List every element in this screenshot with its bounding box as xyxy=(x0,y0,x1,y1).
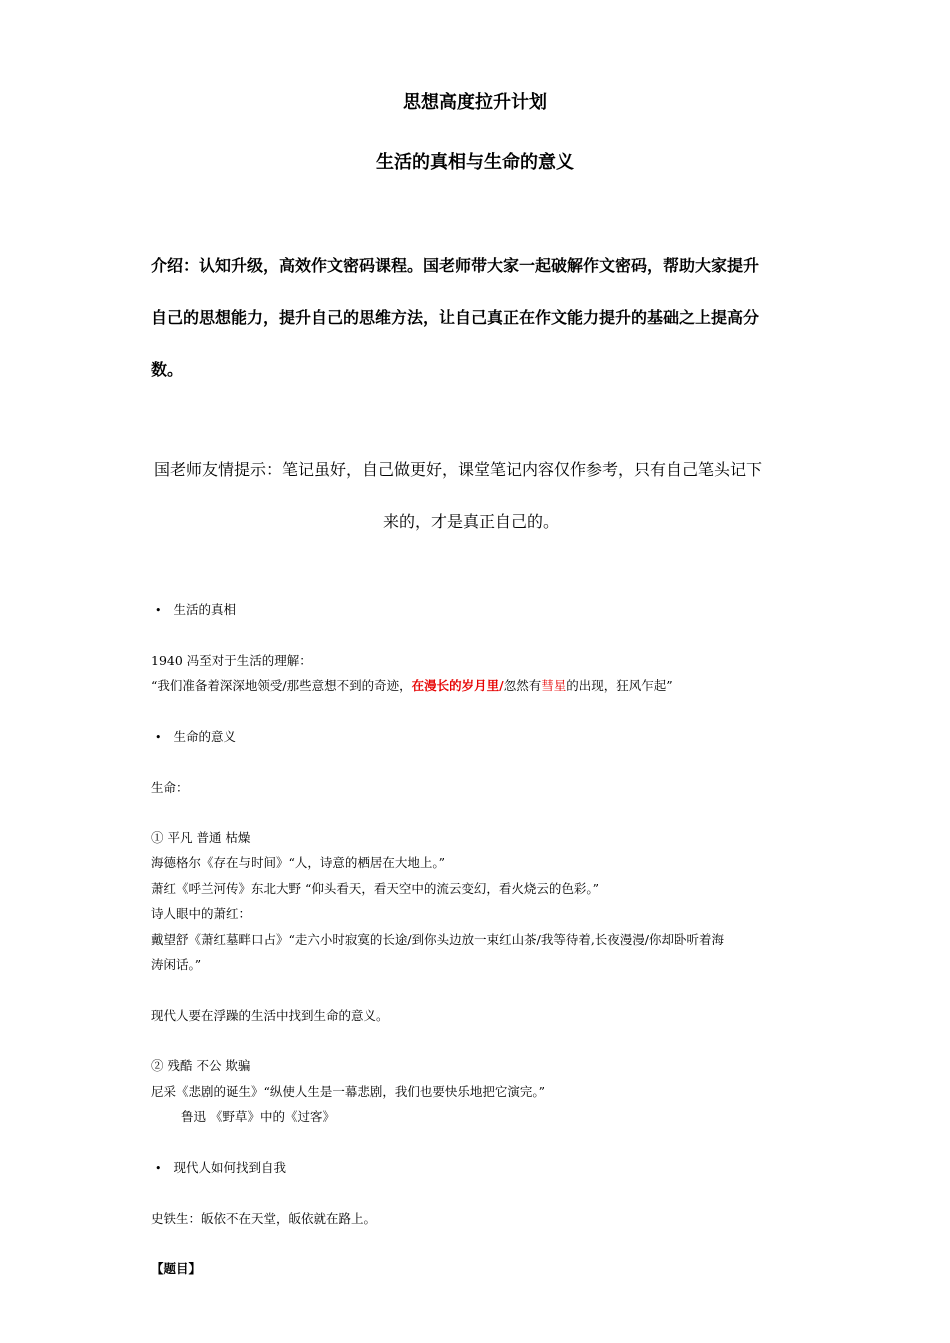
document-subtitle: 生活的真相与生命的意义 xyxy=(376,152,574,173)
intro-line-3: 数。 xyxy=(151,360,184,379)
life-label: 生命： xyxy=(151,780,189,795)
intro-line-1: 介绍：认知升级，高效作文密码课程。国老师带大家一起破解作文密码，帮助大家提升 xyxy=(151,256,760,275)
topic-bracket: 【题目】 xyxy=(151,1261,202,1276)
heidegger-line: 海德格尔《存在与时间》“人，诗意的栖居在大地上。” xyxy=(151,855,446,870)
modern-meaning-line: 现代人要在浮躁的生活中找到生命的意义。 xyxy=(151,1008,389,1023)
nietzsche-line: 尼采《悲剧的诞生》“纵使人生是一幕悲剧，我们也要快乐地把它演完。” xyxy=(151,1084,546,1099)
tip-line-2: 来的，才是真正自己的。 xyxy=(383,512,560,531)
quote-part: 忽然有 xyxy=(503,678,542,693)
quote-highlight-comet: 彗星 xyxy=(541,678,567,693)
feng-zhi-line: 1940 冯至对于生活的理解： xyxy=(151,653,312,668)
document-title: 思想高度拉升计划 xyxy=(403,92,547,113)
shi-tiesheng-line: 史铁生：皈依不在天堂，皈依就在路上。 xyxy=(151,1211,377,1226)
dai-wangshu-line-1: 戴望舒《萧红墓畔口占》“走六小时寂寞的长途/到你头边放一束红山茶/我等待着,长夜漫漫/你却卧听着海 xyxy=(151,932,725,947)
section-heading-find-self: • 现代人如何找到自我 xyxy=(155,1158,286,1176)
quote-part: 的出现，狂风乍起” xyxy=(566,678,673,693)
tip-line-1: 国老师友情提示：笔记虽好，自己做更好，课堂笔记内容仅作参考，只有自己笔头记下 xyxy=(154,460,763,479)
dai-wangshu-line-2: 涛闲话。” xyxy=(151,957,202,972)
quote-highlight-bold: 在漫长的岁月里/ xyxy=(411,678,504,693)
list-item-1: ① 平凡 普通 枯燥 xyxy=(151,830,251,845)
xiaohong-line: 萧红《呼兰河传》东北大野 “仰头看天，看天空中的流云变幻，看火烧云的色彩。” xyxy=(151,881,600,896)
section-heading-life-meaning: • 生命的意义 xyxy=(155,727,236,745)
section-heading-life-truth: • 生活的真相 xyxy=(155,600,236,618)
luxun-line: 鲁迅 《野草》中的《过客》 xyxy=(181,1109,335,1124)
intro-line-2: 自己的思想能力，提升自己的思维方法，让自己真正在作文能力提升的基础之上提高分 xyxy=(151,308,760,327)
poet-view-line: 诗人眼中的萧红： xyxy=(151,906,252,921)
quote-part: “我们准备着深深地领受/那些意想不到的奇迹， xyxy=(151,678,412,693)
feng-zhi-quote xyxy=(151,676,673,694)
list-item-2: ② 残酷 不公 欺骗 xyxy=(151,1058,251,1073)
